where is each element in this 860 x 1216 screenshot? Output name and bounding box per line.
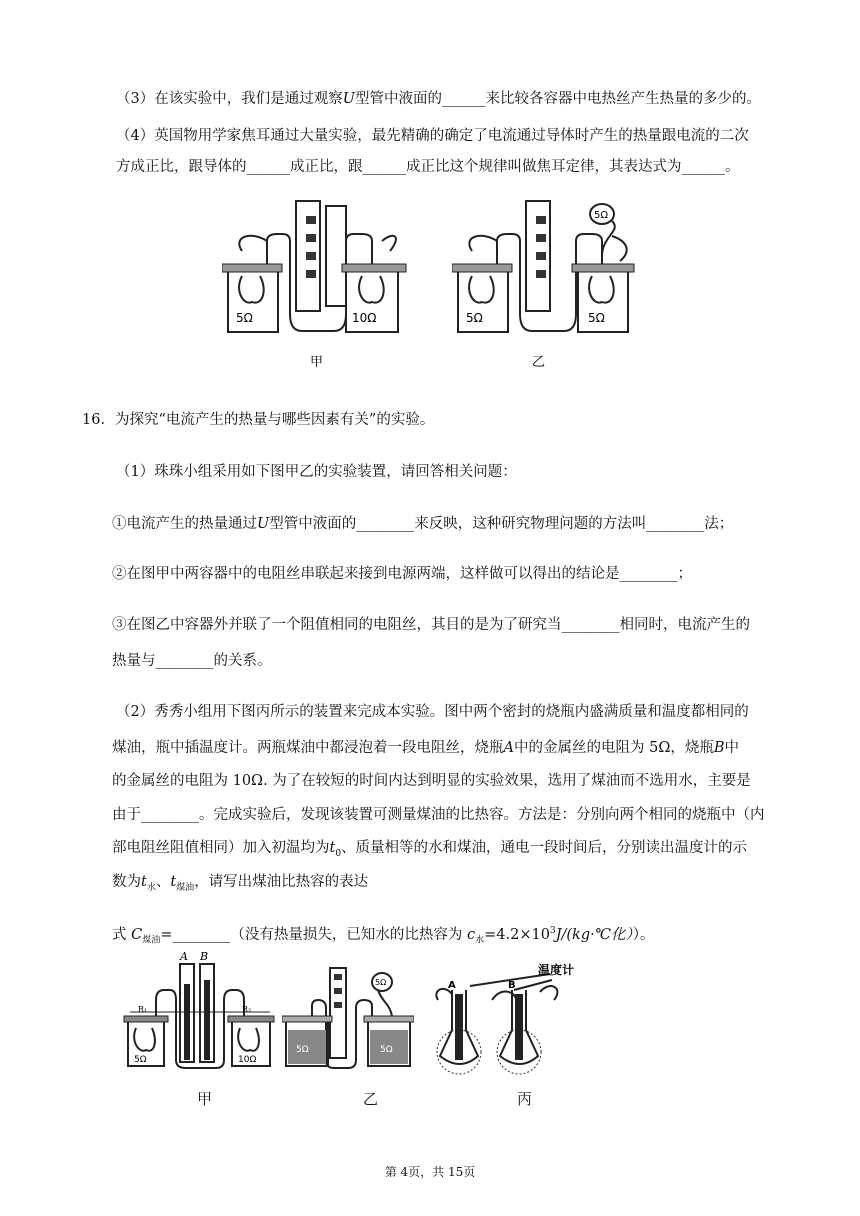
- q16-yi-r-right: 5Ω: [380, 1045, 393, 1055]
- q16-item2: ②在图甲中两容器中的电阻丝串联起来接到电源两端，这样做可以得出的结论是________；: [112, 566, 692, 582]
- q16-jia-r-right: 10Ω: [238, 1055, 257, 1065]
- page-footer: 第 4页，共 15页: [384, 1165, 476, 1179]
- q16-yi-r-outside: 5Ω: [375, 978, 387, 987]
- q16-part1-intro: （1）珠珠小组采用如下图甲乙的实验装置，请回答相关问题：: [116, 464, 517, 480]
- q16-part2-line6: 数为$t_水$、$t_{煤油}$，请写出煤油比热容的表达: [112, 874, 369, 893]
- q16-item3-line2: 热量与________的关系。: [112, 653, 272, 669]
- q16-number: 16.: [82, 412, 106, 428]
- q16-bing-thermometer-label: 温度计: [538, 963, 575, 977]
- q16-jia-label-A: A: [180, 950, 188, 963]
- q15-figure-jia: [222, 196, 412, 376]
- q16-figure-jia: [120, 950, 280, 1080]
- q16-jia-r2: R₂: [242, 1005, 252, 1014]
- q16-figure-yi: [282, 960, 414, 1080]
- q16-bing-label-A: A: [448, 980, 456, 991]
- q16-part2-line4: 由于________。完成实验后，发现该装置可测量煤油的比热容。方法是：分别向两个相同的烧瓶中（内: [112, 807, 765, 823]
- q16-jia-r1: R₁: [138, 1005, 148, 1014]
- q16-part2-line2: 煤油，瓶中插温度计。两瓶煤油中都浸泡着一段电阻丝，烧瓶A中的金属丝的电阻为 5Ω，烧瓶B中: [112, 740, 739, 756]
- q15-jia-caption: 甲: [310, 355, 324, 370]
- q15-yi-r-left: 5Ω: [466, 311, 483, 325]
- q16-bing-caption: 丙: [517, 1090, 533, 1108]
- q16-jia-r-left: 5Ω: [134, 1055, 147, 1065]
- q15-yi-caption: 乙: [532, 355, 546, 370]
- q16-jia-caption: 甲: [197, 1090, 213, 1108]
- q15-part3: （3）在该实验中，我们是通过观察U型管中液面的______来比较各容器中电热丝产生热量的多少的。: [116, 91, 761, 107]
- q16-bing-label-B: B: [508, 980, 516, 991]
- q16-yi-r-left: 5Ω: [296, 1045, 309, 1055]
- q16-part2-line7: 式 $C_{煤油}=\_\_\_\_\_\_\_\_$（没有热量损失，已知水的比热容为 $c_水=4.2\times 10^3J/(kg\cdot℃$化））。: [112, 926, 655, 946]
- q16-jia-label-B: B: [200, 950, 209, 963]
- q16-item3-line1: ③在图乙中容器外并联了一个阻值相同的电阻丝，其目的是为了研究当________相同时，电流产生的: [112, 617, 750, 633]
- q15-jia-r-left: 5Ω: [236, 311, 253, 325]
- q15-figure-yi: [452, 196, 642, 376]
- q16-figure-bing: [430, 960, 605, 1080]
- q16-part2-line1: （2）秀秀小组用下图丙所示的装置来完成本实验。图中两个密封的烧瓶内盛满质量和温度都相同的: [116, 704, 749, 720]
- q15-yi-r-outside: 5Ω: [594, 210, 609, 221]
- q16-part2-line5: 部电阻丝阻值相同）加入初温均为$t_0$、质量相等的水和煤油，通电一段时间后，分别读出温度计的示: [112, 840, 748, 859]
- q15-jia-r-right: 10Ω: [352, 311, 377, 325]
- q16-part2-line3: 的金属丝的电阻为 10Ω. 为了在较短的时间内达到明显的实验效果，选用了煤油而不选用水，主要是: [112, 773, 751, 789]
- q15-part4-line2: 方成正比，跟导体的______成正比，跟______成正比这个规律叫做焦耳定律，其表达式为______。: [116, 159, 740, 175]
- q16-yi-caption: 乙: [363, 1090, 379, 1108]
- q16-title: 为探究“电流产生的热量与哪些因素有关”的实验。: [115, 412, 435, 428]
- q16-item1: ①电流产生的热量通过U型管中液面的________来反映，这种研究物理问题的方法叫________法；: [112, 516, 734, 532]
- q15-part4-line1: （4）英国物用学家焦耳通过大量实验，最先精确的确定了电流通过导体时产生的热量跟电流的二次: [116, 128, 749, 144]
- q15-yi-r-right: 5Ω: [588, 311, 605, 325]
